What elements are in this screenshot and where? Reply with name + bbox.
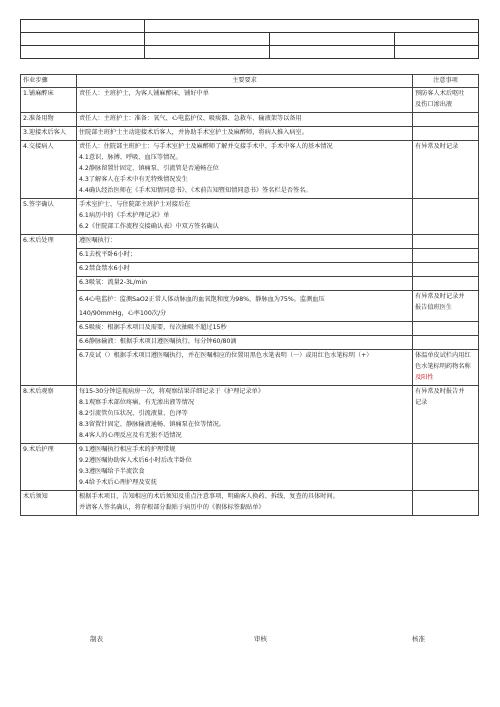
table-row: [21, 385, 479, 443]
requirements-cell: [77, 87, 413, 112]
requirement-line: 4.3了解客人在手术中有无特殊情况发生: [79, 175, 188, 183]
note-line-red: 及阳性: [415, 373, 434, 381]
requirement-line: 6.4心电监护：监测SaO2正常人体动脉血的血氧饱和度为98%，静脉血为75%。监测血压: [79, 295, 325, 303]
requirement-line: 6.2禁食禁水6小时: [79, 264, 130, 272]
notes-cell: [413, 262, 479, 276]
requirement-line: 6.1去枕平卧6小时；: [79, 250, 137, 258]
step-cell: 术后须知: [21, 490, 77, 515]
requirements-cell: [77, 234, 413, 248]
note-line: 记录: [415, 398, 428, 406]
table-subrow: [21, 262, 479, 276]
requirement-line: 9.2遵医嘱协助客人术后6小时后改半卧位: [79, 456, 192, 464]
table-row: [21, 443, 479, 490]
procedure-table: [20, 74, 479, 516]
notes-cell: [413, 234, 479, 248]
step-cell: 2.准备用物: [21, 112, 77, 126]
notes-cell: [413, 385, 479, 443]
header-cell: [395, 46, 479, 59]
note-line: 有异常及时记录: [415, 142, 459, 150]
table-subrow: [21, 276, 479, 290]
note-line: 预防客人术后呕吐: [415, 89, 465, 97]
requirement-line: 根据手术项目，告知相应的术后须知及重点注意事项，明确客人换药、拆线、复查的具体时间。: [79, 492, 339, 500]
footer-review: 审核: [254, 635, 267, 643]
table-row: [21, 112, 479, 126]
table-subrow: [21, 290, 479, 321]
header-cell: [395, 33, 479, 46]
requirements-cell: [77, 349, 413, 385]
requirements-cell: [77, 262, 413, 276]
table-row: [21, 234, 479, 248]
requirement-line: 9.3遵医嘱给予半流饮食: [79, 467, 145, 475]
note-line: 及伤口渗出液: [415, 100, 453, 108]
table-subrow: [21, 335, 479, 349]
requirement-line: 6.7皮试（）根据手术项目遵医嘱执行，并在医嘱相应的位置用黑色水笔表明（一）或用红色水笔标明（+）: [79, 351, 373, 359]
requirement-line: 8.3留置针固定、静脉输液通畅、镇痛泵在位等情况。: [79, 420, 225, 428]
requirements-cell: [77, 198, 413, 234]
requirement-line: 6.5吸痰：根据手术项目及需要，每次抽吸不超过15秒: [79, 323, 227, 331]
header-step: 作业步骤: [21, 75, 77, 88]
step-cell: 5.签字确认: [21, 198, 77, 234]
notes-cell: [413, 198, 479, 234]
requirements-cell: [77, 490, 413, 515]
step-cell: 4.交接病人: [21, 140, 77, 198]
notes-cell: [413, 126, 479, 140]
step-cell: 8.术后观察: [21, 385, 77, 443]
header-requirements: 主要要求: [77, 75, 413, 88]
note-line: 体温单皮试栏内用红: [415, 351, 471, 359]
requirement-line: 手术室护士、与住院部主班护士对接后在: [79, 200, 191, 208]
step-cell: 3.迎接术后客人: [21, 126, 77, 140]
requirements-cell: [77, 140, 413, 198]
header-info-table: [20, 19, 479, 59]
table-row: [21, 490, 479, 515]
requirement-title: 遵医嘱执行：: [79, 236, 117, 244]
note-line: 有异常及时记录并: [415, 292, 465, 300]
header-cell: [145, 20, 479, 33]
requirement-line: 每15-30分钟巡视病房一次，将观察结果详细记录于《护理记录单》: [79, 387, 265, 395]
requirements-cell: [77, 335, 413, 349]
note-line: 有异常及时报告并: [415, 387, 465, 395]
requirement-line: 8.1观察手术部位疼痛、有无渗出液等情况: [79, 398, 195, 406]
requirements-cell: [77, 443, 413, 490]
footer-approve: 核准: [412, 635, 425, 643]
requirement-line: 6.6静脉输液：根据手术项目遵医嘱执行，每分钟60/80滴: [79, 337, 237, 345]
table-header-row: [21, 75, 479, 88]
table-row: [21, 198, 479, 234]
requirement-line: 4.2静脉留置针固定、镇痛泵、引流管是否通畅在位: [79, 164, 219, 172]
table-subrow: [21, 321, 479, 335]
notes-cell: [413, 248, 479, 262]
notes-cell: [413, 290, 479, 321]
footer-made: 制表: [90, 635, 103, 643]
header-cell: [270, 33, 395, 46]
requirements-cell: [77, 276, 413, 290]
requirement-line: 6.3吸氧：流量2-3L/min: [79, 278, 148, 286]
header-cell: [21, 46, 145, 59]
step-cell: 6.术后处理: [21, 234, 77, 385]
note-line: 色水笔标明药物名称: [415, 362, 471, 370]
notes-cell: [413, 321, 479, 335]
requirement-line: 4.1意识、脉搏、呼吸、血压等情况。: [79, 153, 182, 161]
header-cell: [21, 33, 145, 46]
notes-cell: [413, 349, 479, 385]
notes-cell: [413, 443, 479, 490]
requirements-cell: [77, 290, 413, 321]
requirement-line: 责任人：住院部主班护士：与手术室护士及麻醉师了解并交接手术中、手术中客人的基本情况: [79, 142, 333, 150]
notes-cell: [413, 87, 479, 112]
notes-cell: [413, 140, 479, 198]
requirement-line: 8.4客人的心理反应及有无独不适情况: [79, 431, 182, 439]
requirement-line: 责任人：主班护士：准备：氧气、心电监护仪、吸痰器、急救车、输液架等以备用: [79, 114, 302, 122]
header-cell: [145, 33, 270, 46]
requirements-cell: [77, 126, 413, 140]
requirement-line: 并请客人签名确认，将存根部分黏贴于病历中的《假体标签黏贴单》: [79, 503, 265, 511]
notes-cell: [413, 335, 479, 349]
table-row: [21, 126, 479, 140]
notes-cell: [413, 276, 479, 290]
header-notes: 注意事项: [413, 75, 479, 88]
header-row: [21, 33, 479, 46]
header-cell: [21, 20, 145, 33]
requirement-line: 4.4确认经治医师在《手术知情同意书》、《术前告知暨知情同意书》签名栏是否签名。: [79, 186, 312, 194]
notes-cell: [413, 490, 479, 515]
header-cell: [145, 46, 270, 59]
requirements-cell: [77, 112, 413, 126]
requirements-cell: [77, 385, 413, 443]
requirements-cell: [77, 248, 413, 262]
requirement-line: 9.4给予术后心理护理及安抚: [79, 478, 157, 486]
notes-cell: [413, 112, 479, 126]
note-line: 报告值班医生: [415, 303, 453, 311]
header-row: [21, 46, 479, 59]
table-subrow: [21, 349, 479, 385]
requirement-line: 6.1病历中的《手术护理记录》单: [79, 211, 170, 219]
requirement-line: 住院部主班护士主动迎接术后客人，并协助手术室护士及麻醉师，将病人推入病室。: [79, 128, 308, 136]
header-row: [21, 20, 479, 33]
table-row: [21, 87, 479, 112]
requirement-line: 8.2引流管负压状况、引流液量、色泽等: [79, 409, 188, 417]
requirement-line: 9.1遵医嘱执行相应手术的护理常规: [79, 445, 176, 453]
header-cell: [270, 46, 395, 59]
requirements-cell: [77, 321, 413, 335]
requirement-line: 6.2《住院部工作流程交接确认表》中双方签名确认: [79, 222, 219, 230]
step-cell: 9.术后护理: [21, 443, 77, 490]
table-row: [21, 140, 479, 198]
table-subrow: [21, 248, 479, 262]
step-cell: 1.铺麻醉床: [21, 87, 77, 112]
requirement-line: 140/90mmHg，心率100次/分: [79, 309, 167, 317]
requirement-line: 责任人：主班护士，为客人铺麻醉床，铺好中单: [79, 89, 209, 97]
